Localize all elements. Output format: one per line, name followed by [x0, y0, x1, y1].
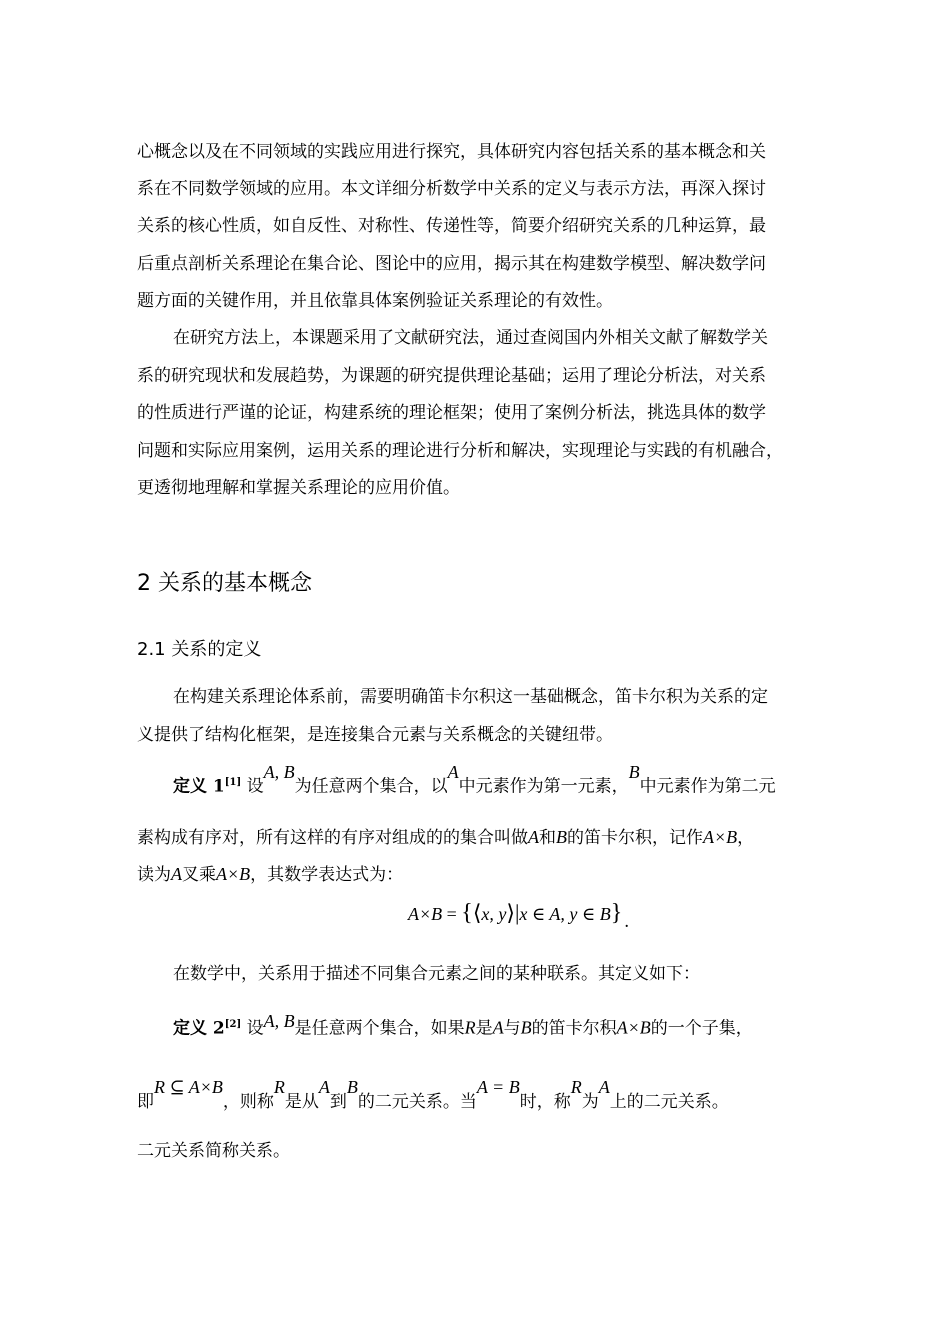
right-brace: }: [610, 900, 623, 926]
definition-label: 定义 1: [173, 776, 225, 797]
ordered-pair: x, y: [481, 904, 507, 924]
math-symbol: R ⊆ A×B: [154, 1077, 223, 1097]
definition-1-line-2: [137, 826, 754, 849]
text-line: 系的研究现状和发展趋势，为课题的研究提供理论基础；运用了理论分析法，对关系: [137, 366, 766, 386]
math-symbol: R: [273, 1077, 285, 1097]
math-symbol: A, B: [263, 761, 295, 782]
text: 为任意两个集合，以: [294, 776, 448, 797]
cartesian-product-formula: [408, 900, 622, 927]
text-line: 后重点剖析关系理论在集合论、图论中的应用，揭示其在构建数学模型、解决数学问: [137, 254, 766, 274]
such-that-bar: |: [515, 900, 520, 925]
text: 设: [241, 776, 264, 797]
text-line: 题方面的关键作用，并且依靠具体案例验证关系理论的有效性。: [137, 291, 613, 311]
definition-2-line-1: [173, 1010, 753, 1040]
formula-lhs: A×B: [408, 904, 443, 924]
text: 的笛卡尔积，记作: [567, 828, 703, 848]
text: ，则称: [222, 1092, 274, 1112]
math-symbol: A: [598, 1077, 610, 1097]
text: 即: [137, 1092, 154, 1112]
text: 中元素作为第二元: [639, 776, 776, 797]
text-line: 问题和实际应用案例，运用关系的理论进行分析和解决，实现理论与实践的有机融合，: [137, 441, 783, 461]
text: 素构成有序对，所有这样的有序对组成的的集合叫做: [137, 828, 528, 848]
math-symbol: A = B: [476, 1077, 520, 1097]
text: 上的二元关系。: [609, 1092, 729, 1112]
text: 和: [539, 828, 556, 848]
text: 的笛卡尔积: [531, 1018, 617, 1039]
text-line: 的性质进行严谨的论证，构建系统的理论框架；使用了案例分析法，挑选具体的数学: [137, 403, 766, 423]
math-symbol: A: [528, 827, 539, 847]
citation-ref: [2]: [224, 1019, 242, 1030]
definition-label: 定义 2: [173, 1018, 225, 1039]
formula-period: .: [624, 912, 630, 932]
text: 的二元关系。当: [357, 1092, 477, 1112]
math-symbol: B: [556, 827, 567, 847]
text: 中元素作为第一元素，: [458, 776, 629, 797]
subsection-title: 2.1 关系的定义: [137, 639, 262, 660]
math-symbol: A×B: [703, 827, 738, 847]
text-line: 在研究方法上，本课题采用了文献研究法，通过查阅国内外相关文献了解数学关: [173, 328, 768, 348]
text-line: 在构建关系理论体系前，需要明确笛卡尔积这一基础概念，笛卡尔积为关系的定: [173, 687, 768, 707]
text: ，其数学表达式为：: [250, 865, 404, 885]
text: 是: [475, 1018, 493, 1039]
text: 为: [581, 1092, 599, 1112]
definition-1-line-3: [137, 863, 403, 886]
math-symbol: R: [570, 1077, 582, 1097]
left-brace: {: [461, 900, 473, 926]
text: 时，称: [519, 1092, 571, 1112]
math-symbol: B: [628, 761, 640, 782]
text: 与: [503, 1018, 521, 1039]
text-line: 更透彻地理解和掌握关系理论的应用价值。: [137, 478, 460, 498]
math-symbol: A×B: [616, 1017, 651, 1038]
left-angle: ⟨: [472, 900, 482, 925]
math-symbol: A: [318, 1077, 330, 1097]
math-symbol: A×B: [216, 864, 251, 884]
math-symbol: A: [492, 1017, 504, 1038]
math-symbol: B: [346, 1077, 358, 1097]
text: 读为: [137, 865, 171, 885]
section-title: 2 关系的基本概念: [137, 571, 312, 596]
relation-intro: 在数学中，关系用于描述不同集合元素之间的某种联系。其定义如下：: [173, 964, 700, 984]
text: ，: [737, 828, 755, 848]
text-line: 系在不同数学领域的应用。本文详细分析数学中关系的定义与表示方法，再深入探讨: [137, 179, 766, 199]
text-line: 心概念以及在不同领域的实践应用进行探究，具体研究内容包括关系的基本概念和关: [137, 142, 766, 162]
right-angle: ⟩: [506, 900, 515, 925]
citation-ref: [1]: [224, 777, 242, 788]
definition-1-line-1: [173, 761, 776, 798]
formula-eq: =: [442, 904, 462, 924]
text: 叉乘: [182, 865, 216, 885]
definition-2-line-2: [137, 1077, 729, 1113]
text: 到: [329, 1092, 347, 1112]
definition-2-line-3: 二元关系简称关系。: [137, 1141, 290, 1161]
math-symbol: A: [447, 761, 459, 782]
math-symbol: A: [171, 864, 182, 884]
formula-condition: x ∈ A, y ∈ B: [519, 904, 611, 924]
text: 是任意两个集合，如果: [294, 1018, 465, 1039]
text: 设: [241, 1018, 264, 1039]
text-line: 义提供了结构化框架，是连接集合元素与关系概念的关键纽带。: [137, 725, 613, 745]
math-symbol: R: [464, 1017, 476, 1038]
math-symbol: A, B: [263, 1010, 295, 1031]
text: 的一个子集，: [650, 1018, 753, 1039]
text-line: 关系的核心性质，如自反性、对称性、传递性等，简要介绍研究关系的几种运算，最: [137, 216, 766, 236]
math-symbol: B: [520, 1017, 532, 1038]
text: 是从: [284, 1092, 319, 1112]
